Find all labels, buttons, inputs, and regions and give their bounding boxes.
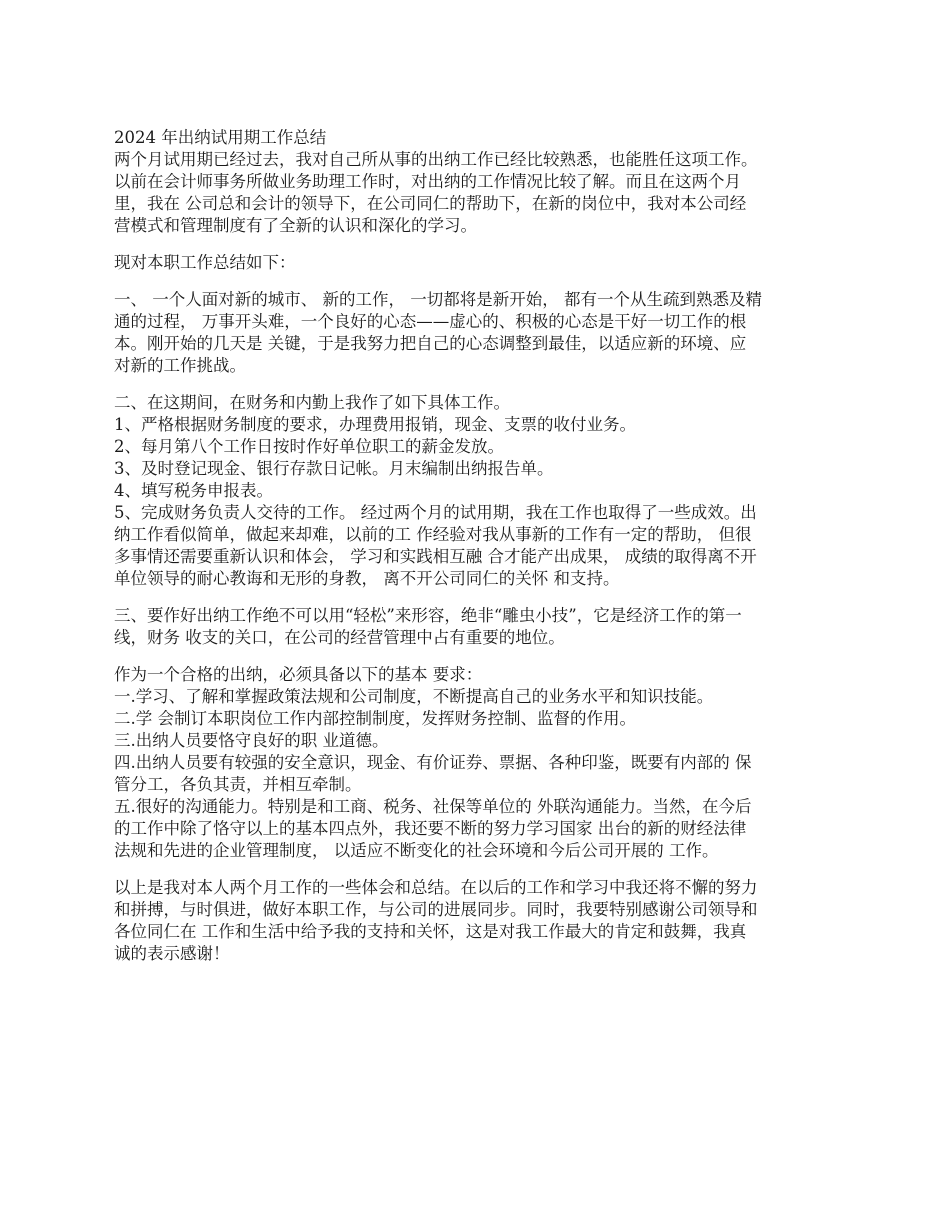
text-line: 两个月试用期已经过去，我对自己所从事的出纳工作已经比较熟悉，也能胜任这项工作。 bbox=[114, 150, 758, 169]
text-line: 和拼搏，与时俱进，做好本职工作，与公司的进展同步。同时，我要特别感谢公司领导和 bbox=[114, 900, 758, 919]
text-line: 二、在这期间，在财务和内勤上我作了如下具体工作。 bbox=[114, 393, 510, 412]
text-line: 一、 一个人面对新的城市、 新的工作， 一切都将是新开始， 都有一个从生疏到熟悉及精 bbox=[114, 290, 762, 309]
text-line: 的工作中除了恪守以上的基本四点外，我还要不断的努力学习国家 出台的新的财经法律 bbox=[114, 819, 747, 838]
text-line: 诚的表示感谢！ bbox=[114, 944, 230, 963]
document-page bbox=[114, 127, 834, 980]
text-line: 线，财务 收支的关口，在公司的经营管理中占有重要的地位。 bbox=[114, 628, 565, 647]
document-body bbox=[114, 149, 834, 965]
paragraph bbox=[114, 149, 834, 237]
paragraph bbox=[114, 664, 834, 862]
text-line: 通的过程， 万事开头难，一个良好的心态——虚心的、积极的心态是干好一切工作的根 bbox=[114, 312, 747, 331]
paragraph bbox=[114, 252, 834, 274]
text-line: 以上是我对本人两个月工作的一些体会和总结。在以后的工作和学习中我还将不懈的努力 bbox=[114, 878, 758, 897]
paragraph bbox=[114, 289, 834, 377]
text-line: 5、完成财务负责人交待的工作。 经过两个月的试用期，我在工作也取得了一些成效。出 bbox=[114, 503, 757, 522]
paragraph bbox=[114, 877, 834, 965]
text-line: 三、要作好出纳工作绝不可以用“轻松”来形容，绝非“雕虫小技”，它是经济工作的第一 bbox=[114, 606, 742, 625]
text-line: 营模式和管理制度有了全新的认识和深化的学习。 bbox=[114, 216, 477, 235]
text-line: 管分工，各负其责，并相互牵制。 bbox=[114, 775, 362, 794]
text-line: 4、填写税务申报表。 bbox=[114, 481, 273, 500]
text-line: 法规和先进的企业管理制度， 以适应不断变化的社会环境和今后公司开展的 工作。 bbox=[114, 841, 719, 860]
text-line: 一.学习、了解和掌握政策法规和公司制度，不断提高自己的业务水平和知识技能。 bbox=[114, 687, 714, 706]
text-line: 本。刚开始的几天是 关键，于是我努力把自己的心态调整到最佳，以适应新的环境、应 bbox=[114, 334, 747, 353]
text-line: 三.出纳人员要恪守良好的职 业道德。 bbox=[114, 731, 389, 750]
text-line: 二.学 会制订本职岗位工作内部控制制度，发挥财务控制、监督的作用。 bbox=[114, 709, 636, 728]
text-line: 以前在会计师事务所做业务助理工作时，对出纳的工作情况比较了解。而且在这两个月 bbox=[114, 172, 741, 191]
text-line: 对新的工作挑战。 bbox=[114, 356, 246, 375]
text-line: 单位领导的耐心教诲和无形的身教， 离不开公司同仁的关怀 和支持。 bbox=[114, 569, 620, 588]
text-line: 作为一个合格的出纳，必须具备以下的基本 要求： bbox=[114, 665, 483, 684]
text-line: 五.很好的沟通能力。特别是和工商、税务、社保等单位的 外联沟通能力。当然，在今后 bbox=[114, 797, 752, 816]
text-line: 各位同仁在 工作和生活中给予我的支持和关怀，这是对我工作最大的肯定和鼓舞，我真 bbox=[114, 922, 747, 941]
paragraph bbox=[114, 392, 834, 590]
text-line: 3、及时登记现金、银行存款日记帐。月末编制出纳报告单。 bbox=[114, 459, 554, 478]
text-line: 里，我在 公司总和会计的领导下，在公司同仁的帮助下，在新的岗位中，我对本公司经 bbox=[114, 194, 747, 213]
text-line: 多事情还需要重新认识和体会， 学习和实践相互融 合才能产出成果， 成绩的取得离不开 bbox=[114, 547, 757, 566]
paragraph bbox=[114, 605, 834, 649]
text-line: 纳工作看似简单，做起来却难，以前的工 作经验对我从事新的工作有一定的帮助， 但很 bbox=[114, 525, 752, 544]
text-line: 1、严格根据财务制度的要求，办理费用报销，现金、支票的收付业务。 bbox=[114, 415, 636, 434]
document-title: 2024 年出纳试用期工作总结 bbox=[114, 128, 327, 147]
text-line: 2、每月第八个工作日按时作好单位职工的薪金发放。 bbox=[114, 437, 504, 456]
text-line: 四.出纳人员要有较强的安全意识，现金、有价证券、票据、各种印鉴，既要有内部的 保 bbox=[114, 753, 752, 772]
text-line: 现对本职工作总结如下： bbox=[114, 253, 296, 272]
